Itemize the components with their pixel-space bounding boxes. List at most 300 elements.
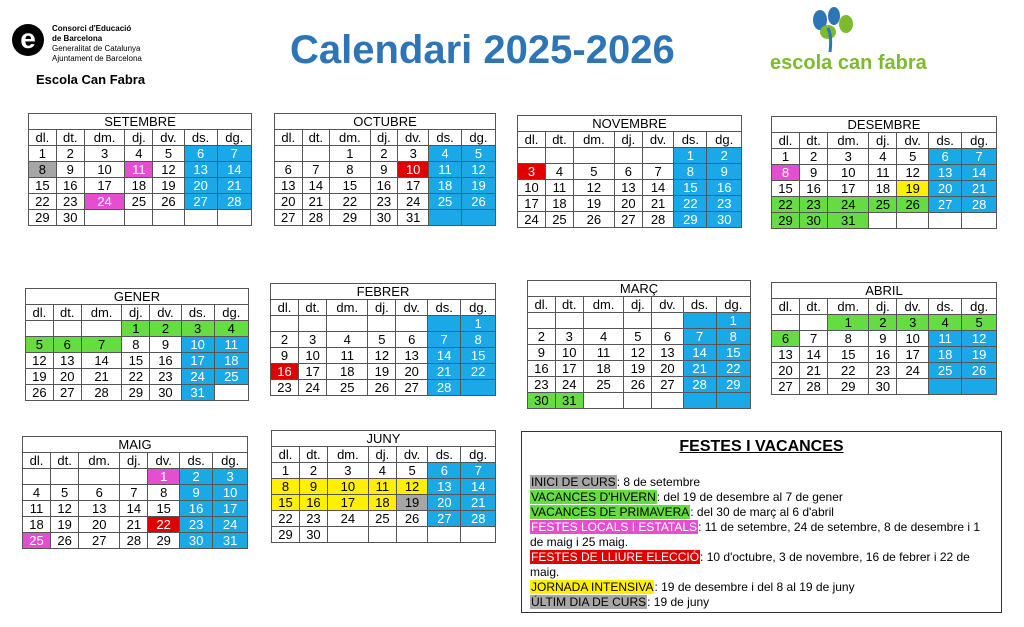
month-name: DESEMBRE [772,117,997,133]
legend-text: : del 19 de desembre al 7 de gener [656,490,843,504]
weekday-header: dg. [461,447,496,463]
day-cell: 14 [461,479,496,495]
day-cell: 28 [683,377,716,393]
weekday-header: dj. [368,447,396,463]
day-cell: 7 [302,162,330,178]
day-cell: 18 [214,353,248,369]
weekday-header: dm. [327,300,368,316]
day-cell: 17 [299,364,327,380]
day-cell: 26 [153,194,184,210]
day-cell [271,316,299,332]
day-cell: 29 [772,213,800,229]
day-cell: 8 [122,337,150,353]
weekday-header: dm. [583,297,624,313]
day-cell: 4 [125,146,153,162]
day-cell: 28 [81,385,122,401]
day-cell: 26 [461,194,495,210]
day-cell: 17 [398,178,429,194]
day-cell: 14 [683,345,716,361]
month-name: JUNY [272,431,496,447]
day-cell: 21 [683,361,716,377]
day-cell [299,316,327,332]
institution-line: Generalitat de Catalunya [52,44,141,53]
day-cell: 15 [674,180,707,196]
weekday-header: dl. [772,133,800,149]
weekday-header: dl. [26,305,54,321]
day-cell: 28 [461,511,496,527]
legend-label: FESTES LOCALS I ESTATALS [531,520,698,534]
day-cell: 7 [642,164,673,180]
day-cell: 25 [368,511,396,527]
day-cell [429,210,462,226]
day-cell: 21 [962,181,997,197]
day-cell: 14 [120,501,148,517]
institution-line: Consorci d'Educació [52,24,132,33]
day-cell: 17 [327,495,368,511]
day-cell: 31 [398,210,429,226]
day-cell: 9 [179,485,212,501]
day-cell: 7 [962,149,997,165]
day-cell: 9 [271,348,299,364]
day-cell: 17 [84,178,125,194]
day-cell: 5 [26,337,54,353]
month-calendar-4 [25,288,249,401]
day-cell: 8 [772,165,800,181]
weekday-header: dg. [461,130,495,146]
day-cell: 8 [828,331,869,347]
day-cell: 7 [120,485,148,501]
day-cell: 10 [518,180,546,196]
day-cell: 24 [518,212,546,228]
day-cell: 29 [272,527,300,543]
legend-item-primavera [530,505,994,520]
weekday-header: dg. [707,132,742,148]
day-cell [555,313,583,329]
legend-label: ÚLTIM DIA DE CURS [531,595,647,609]
day-cell: 5 [461,146,495,162]
day-cell: 15 [272,495,300,511]
weekday-header: dg. [213,453,248,469]
day-cell [583,393,624,409]
day-cell: 20 [772,363,800,379]
day-cell: 6 [652,329,683,345]
day-cell: 15 [828,347,869,363]
day-cell: 13 [928,165,961,181]
day-cell: 17 [518,196,546,212]
day-cell: 10 [213,485,248,501]
weekday-header: dg. [461,300,496,316]
weekday-header: dm. [81,305,122,321]
month-name: FEBRER [271,284,496,300]
day-cell: 23 [150,369,181,385]
day-cell: 12 [461,162,495,178]
day-cell: 6 [184,146,217,162]
legend-item-hivern [530,490,994,505]
day-cell: 11 [125,162,153,178]
day-cell: 21 [461,495,496,511]
day-cell [583,313,624,329]
day-cell: 27 [428,511,461,527]
day-cell: 10 [299,348,327,364]
day-cell: 15 [330,178,370,194]
day-cell: 25 [869,197,897,213]
day-cell: 20 [184,178,217,194]
day-cell: 8 [272,479,300,495]
day-cell: 5 [368,332,396,348]
day-cell: 25 [545,212,573,228]
weekday-header: ds. [179,453,212,469]
day-cell [427,316,460,332]
day-cell: 24 [828,197,869,213]
day-cell: 30 [150,385,181,401]
legend-item-inici [530,475,994,490]
day-cell: 16 [869,347,897,363]
day-cell: 11 [214,337,248,353]
day-cell: 15 [461,348,496,364]
day-cell: 3 [213,469,248,485]
weekday-header: dl. [271,300,299,316]
day-cell [800,315,828,331]
day-cell: 18 [928,347,961,363]
day-cell: 27 [614,212,642,228]
day-cell: 2 [800,149,828,165]
day-cell: 6 [772,331,800,347]
weekday-header: dm. [84,130,125,146]
day-cell: 3 [828,149,869,165]
day-cell [275,146,303,162]
day-cell [962,379,997,395]
day-cell [81,321,122,337]
month-calendar-1 [274,113,496,226]
day-cell: 4 [583,329,624,345]
weekday-header: dm. [828,133,869,149]
day-cell: 29 [330,210,370,226]
day-cell: 25 [583,377,624,393]
day-cell: 16 [528,361,556,377]
day-cell: 27 [928,197,961,213]
day-cell: 16 [707,180,742,196]
leaf-logo-icon [802,6,862,54]
day-cell: 8 [148,485,180,501]
day-cell: 25 [327,380,368,396]
day-cell: 20 [928,181,961,197]
day-cell: 8 [674,164,707,180]
month-name: ABRIL [772,283,997,299]
day-cell: 22 [29,194,57,210]
weekday-header: dm. [828,299,869,315]
day-cell: 13 [184,162,217,178]
day-cell [897,379,929,395]
day-cell: 21 [800,363,828,379]
day-cell: 7 [217,146,251,162]
day-cell: 21 [427,364,460,380]
day-cell: 15 [148,501,180,517]
day-cell: 12 [962,331,997,347]
day-cell: 27 [652,377,683,393]
legend-text: : 8 de setembre [616,475,701,489]
day-cell: 30 [299,527,327,543]
day-cell: 9 [150,337,181,353]
day-cell: 13 [772,347,800,363]
day-cell: 19 [51,517,79,533]
day-cell: 14 [962,165,997,181]
weekday-header: dv. [652,297,683,313]
legend-text: : 19 de desembre i del 8 al 19 de juny [654,580,855,594]
day-cell: 9 [299,479,327,495]
day-cell [573,148,614,164]
day-cell [545,148,573,164]
day-cell: 29 [716,377,750,393]
day-cell: 20 [428,495,461,511]
weekday-header: dl. [518,132,546,148]
day-cell: 26 [396,511,427,527]
day-cell: 1 [29,146,57,162]
weekday-header: dg. [716,297,750,313]
day-cell: 12 [396,479,427,495]
weekday-header: dl. [29,130,57,146]
day-cell: 9 [56,162,84,178]
day-cell: 20 [652,361,683,377]
day-cell: 1 [461,316,496,332]
weekday-header: dl. [272,447,300,463]
day-cell [51,469,79,485]
day-cell: 6 [79,485,120,501]
weekday-header: ds. [928,299,961,315]
weekday-header: dt. [299,300,327,316]
weekday-header: dv. [153,130,184,146]
day-cell: 5 [962,315,997,331]
day-cell: 30 [370,210,398,226]
day-cell: 2 [56,146,84,162]
day-cell: 6 [275,162,303,178]
day-cell: 6 [53,337,81,353]
day-cell: 13 [614,180,642,196]
day-cell: 18 [429,178,462,194]
day-cell: 18 [125,178,153,194]
month-calendar-0 [28,113,252,226]
day-cell: 28 [800,379,828,395]
day-cell: 31 [555,393,583,409]
day-cell [84,210,125,226]
day-cell: 7 [81,337,122,353]
day-cell: 28 [962,197,997,213]
legend-text: : del 30 de març al 6 d'abril [690,505,834,519]
day-cell: 12 [897,165,929,181]
day-cell: 14 [81,353,122,369]
weekday-header: dv. [897,299,929,315]
day-cell [396,527,427,543]
day-cell: 24 [327,511,368,527]
legend-item-festes-locals [530,520,994,550]
day-cell: 12 [153,162,184,178]
day-cell: 4 [214,321,248,337]
day-cell: 11 [23,501,51,517]
weekday-header: dv. [148,453,180,469]
weekday-header: dt. [800,133,828,149]
day-cell [772,315,800,331]
legend-item-lliure-eleccio [530,550,994,580]
day-cell: 24 [213,517,248,533]
day-cell: 30 [707,212,742,228]
legend-label: FESTES DE LLIURE ELECCIÓ [531,550,700,564]
legend-label: VACANCES D'HIVERN [531,490,656,504]
day-cell: 22 [461,364,496,380]
day-cell: 13 [396,348,428,364]
day-cell: 8 [330,162,370,178]
day-cell [214,385,248,401]
day-cell: 17 [828,181,869,197]
weekday-header: ds. [181,305,214,321]
day-cell: 5 [396,463,427,479]
legend-label: JORNADA INTENSIVA [531,580,654,594]
weekday-header: dl. [772,299,800,315]
day-cell: 31 [213,533,248,549]
day-cell [396,316,428,332]
day-cell: 24 [555,377,583,393]
day-cell: 3 [327,463,368,479]
day-cell: 23 [299,511,327,527]
day-cell: 18 [368,495,396,511]
day-cell: 17 [213,501,248,517]
day-cell: 11 [327,348,368,364]
legend-text: : 19 de juny [647,595,710,609]
day-cell: 4 [869,149,897,165]
weekday-header: ds. [683,297,716,313]
day-cell: 23 [271,380,299,396]
day-cell: 18 [327,364,368,380]
day-cell: 27 [396,380,428,396]
day-cell [26,321,54,337]
day-cell: 16 [150,353,181,369]
day-cell [642,148,673,164]
weekday-header: dj. [624,297,652,313]
day-cell: 10 [398,162,429,178]
day-cell: 9 [869,331,897,347]
month-name: MAIG [23,437,248,453]
day-cell: 25 [125,194,153,210]
day-cell [614,148,642,164]
day-cell: 20 [53,369,81,385]
weekday-header: dv. [150,305,181,321]
day-cell: 29 [828,379,869,395]
day-cell: 8 [29,162,57,178]
day-cell [528,313,556,329]
day-cell: 23 [179,517,212,533]
day-cell: 14 [217,162,251,178]
day-cell: 2 [869,315,897,331]
weekday-header: dt. [302,130,330,146]
day-cell: 9 [800,165,828,181]
day-cell: 5 [624,329,652,345]
day-cell: 15 [772,181,800,197]
day-cell: 4 [23,485,51,501]
legend-label: VACANCES DE PRIMAVERA [531,505,690,519]
weekday-header: dm. [573,132,614,148]
day-cell: 29 [148,533,180,549]
month-name: MARÇ [528,281,751,297]
day-cell: 18 [583,361,624,377]
day-cell: 28 [120,533,148,549]
month-name: SETEMBRE [29,114,252,130]
day-cell [897,213,929,229]
day-cell [461,380,496,396]
day-cell: 24 [398,194,429,210]
day-cell: 21 [642,196,673,212]
weekday-header: dg. [962,299,997,315]
day-cell: 28 [642,212,673,228]
day-cell: 19 [624,361,652,377]
day-cell: 19 [962,347,997,363]
day-cell: 21 [120,517,148,533]
day-cell: 28 [217,194,251,210]
day-cell: 29 [29,210,57,226]
day-cell: 26 [573,212,614,228]
day-cell: 27 [772,379,800,395]
day-cell [461,210,495,226]
day-cell: 31 [828,213,869,229]
day-cell: 17 [555,361,583,377]
day-cell [23,469,51,485]
day-cell: 5 [153,146,184,162]
weekday-header: dt. [555,297,583,313]
day-cell: 6 [396,332,428,348]
institution-names [52,24,142,64]
weekday-header: dg. [217,130,251,146]
consorci-e-logo-icon: e [12,24,44,56]
day-cell [125,210,153,226]
day-cell: 1 [828,315,869,331]
day-cell: 6 [928,149,961,165]
day-cell [518,148,546,164]
day-cell: 1 [272,463,300,479]
day-cell: 25 [928,363,961,379]
day-cell: 2 [707,148,742,164]
day-cell: 16 [56,178,84,194]
legend-text: : 11 de setembre, 24 de setembre, 8 de desembre i 1 de maig i 25 maig. [530,520,981,549]
day-cell: 2 [150,321,181,337]
day-cell: 5 [897,149,929,165]
day-cell: 14 [302,178,330,194]
day-cell: 4 [327,332,368,348]
day-cell: 12 [573,180,614,196]
day-cell: 5 [51,485,79,501]
day-cell: 26 [368,380,396,396]
day-cell: 22 [272,511,300,527]
day-cell: 4 [928,315,961,331]
day-cell: 20 [79,517,120,533]
weekday-header: dt. [56,130,84,146]
day-cell [624,313,652,329]
day-cell: 27 [79,533,120,549]
day-cell: 22 [716,361,750,377]
legend-text: : 10 d'octubre, 3 de novembre, 16 de febrer i 22 de maig. [530,550,970,579]
day-cell: 4 [368,463,396,479]
day-cell [428,527,461,543]
day-cell: 22 [330,194,370,210]
day-cell [624,393,652,409]
day-cell: 3 [398,146,429,162]
weekday-header: dl. [528,297,556,313]
day-cell [368,527,396,543]
day-cell: 16 [179,501,212,517]
day-cell: 11 [869,165,897,181]
day-cell: 17 [181,353,214,369]
day-cell: 2 [271,332,299,348]
day-cell: 3 [299,332,327,348]
day-cell: 11 [545,180,573,196]
consorci-logo-block [12,22,182,88]
day-cell: 10 [897,331,929,347]
